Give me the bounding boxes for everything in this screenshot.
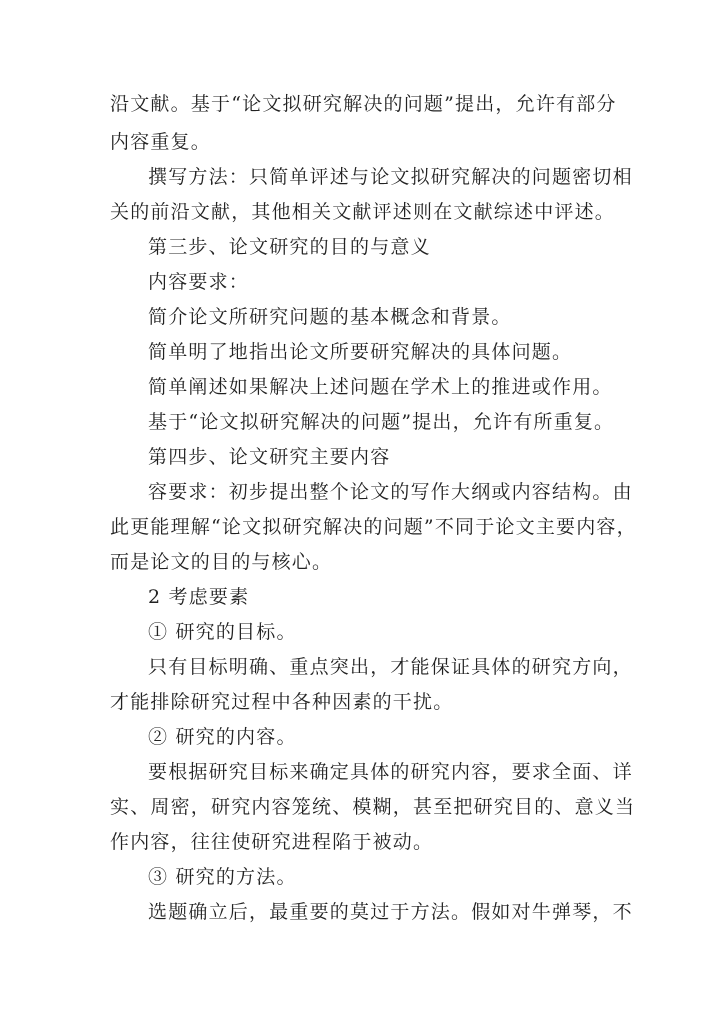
- text-line: 简单阐述如果解决上述问题在学术上的推进或作用。: [148, 376, 613, 398]
- list-item-heading: ② 研究的内容。: [148, 726, 297, 748]
- list-item-heading: ③ 研究的方法。: [148, 866, 297, 888]
- text-line: 容要求：初步提出整个论文的写作大纲或内容结构。由: [148, 481, 633, 503]
- text-line: 实、周密，研究内容笼统、模糊，甚至把研究目的、意义当: [110, 796, 636, 818]
- text-line: 简介论文所研究问题的基本概念和背景。: [148, 306, 512, 328]
- text-line: 基于“论文拟研究解决的问题”提出，允许有所重复。: [148, 411, 615, 433]
- text-line: 关的前沿文献，其他相关文献评述则在文献综述中评述。: [110, 201, 616, 223]
- section-heading: 2 考虑要素: [148, 586, 250, 608]
- text-line: 才能排除研究过程中各种因素的干扰。: [110, 691, 454, 713]
- list-item-heading: ① 研究的目标。: [148, 621, 297, 643]
- section-heading: 第三步、论文研究的目的与意义: [148, 236, 431, 258]
- text-line: 内容要求：: [148, 271, 250, 293]
- text-line: 撰写方法：只简单评述与论文拟研究解决的问题密切相: [148, 166, 633, 188]
- text-line: 要根据研究目标来确定具体的研究内容，要求全面、详: [148, 761, 633, 783]
- text-line: 而是论文的目的与核心。: [110, 551, 333, 573]
- text-line: 作内容，往往使研究进程陷于被动。: [110, 831, 434, 853]
- text-line: 沿文献。基于“论文拟研究解决的问题”提出，允许有部分: [110, 93, 617, 115]
- text-line: 简单明了地指出论文所要研究解决的具体问题。: [148, 341, 573, 363]
- section-heading: 第四步、论文研究主要内容: [148, 446, 391, 468]
- text-line: 只有目标明确、重点突出，才能保证具体的研究方向，: [148, 656, 633, 678]
- text-line: 选题确立后，最重要的莫过于方法。假如对牛弹琴，不: [148, 901, 633, 923]
- text-line: 内容重复。: [110, 131, 212, 153]
- text-line: 此更能理解“论文拟研究解决的问题”不同于论文主要内容，: [110, 516, 637, 538]
